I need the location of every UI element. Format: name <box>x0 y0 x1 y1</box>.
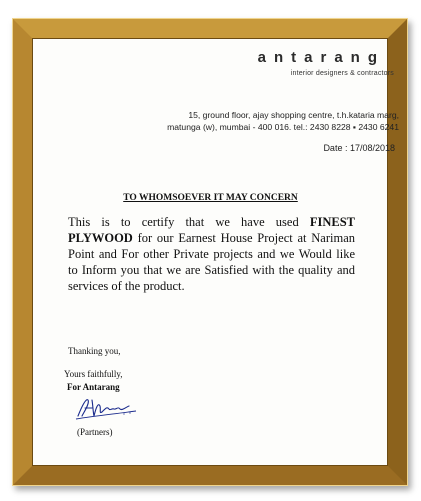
closing-designation: (Partners) <box>77 427 113 437</box>
company-tagline: interior designers & contractors <box>290 70 394 77</box>
body-text-2: for our Earnest House Project at Nariman Point and For other Private projects and we Would like to Inform you that we are Satisfied with the quality and services of the product. <box>68 231 355 293</box>
body-text-1: This is to certify that we have used <box>68 215 310 229</box>
body-product-name: FINEST PLYWOOD <box>68 215 355 245</box>
letter-date: Date : 17/08/2018 <box>323 143 395 153</box>
closing-thanks: Thanking you, <box>68 346 121 356</box>
address-line-1: 15, ground floor, ajay shopping centre, t.h.kataria marg, <box>188 110 399 120</box>
address-line-2: matunga (w), mumbai - 400 016. tel.: 2430 8228 ▪ 2430 6241 <box>167 122 399 132</box>
letter-body <box>68 214 355 294</box>
company-logo-text: antarang <box>257 49 385 66</box>
closing-for-company: For Antarang <box>67 382 120 392</box>
signature-image <box>74 394 140 422</box>
closing-yours-faithfully: Yours faithfully, <box>64 369 123 379</box>
letter-heading: TO WHOMSOEVER IT MAY CONCERN <box>123 193 298 203</box>
